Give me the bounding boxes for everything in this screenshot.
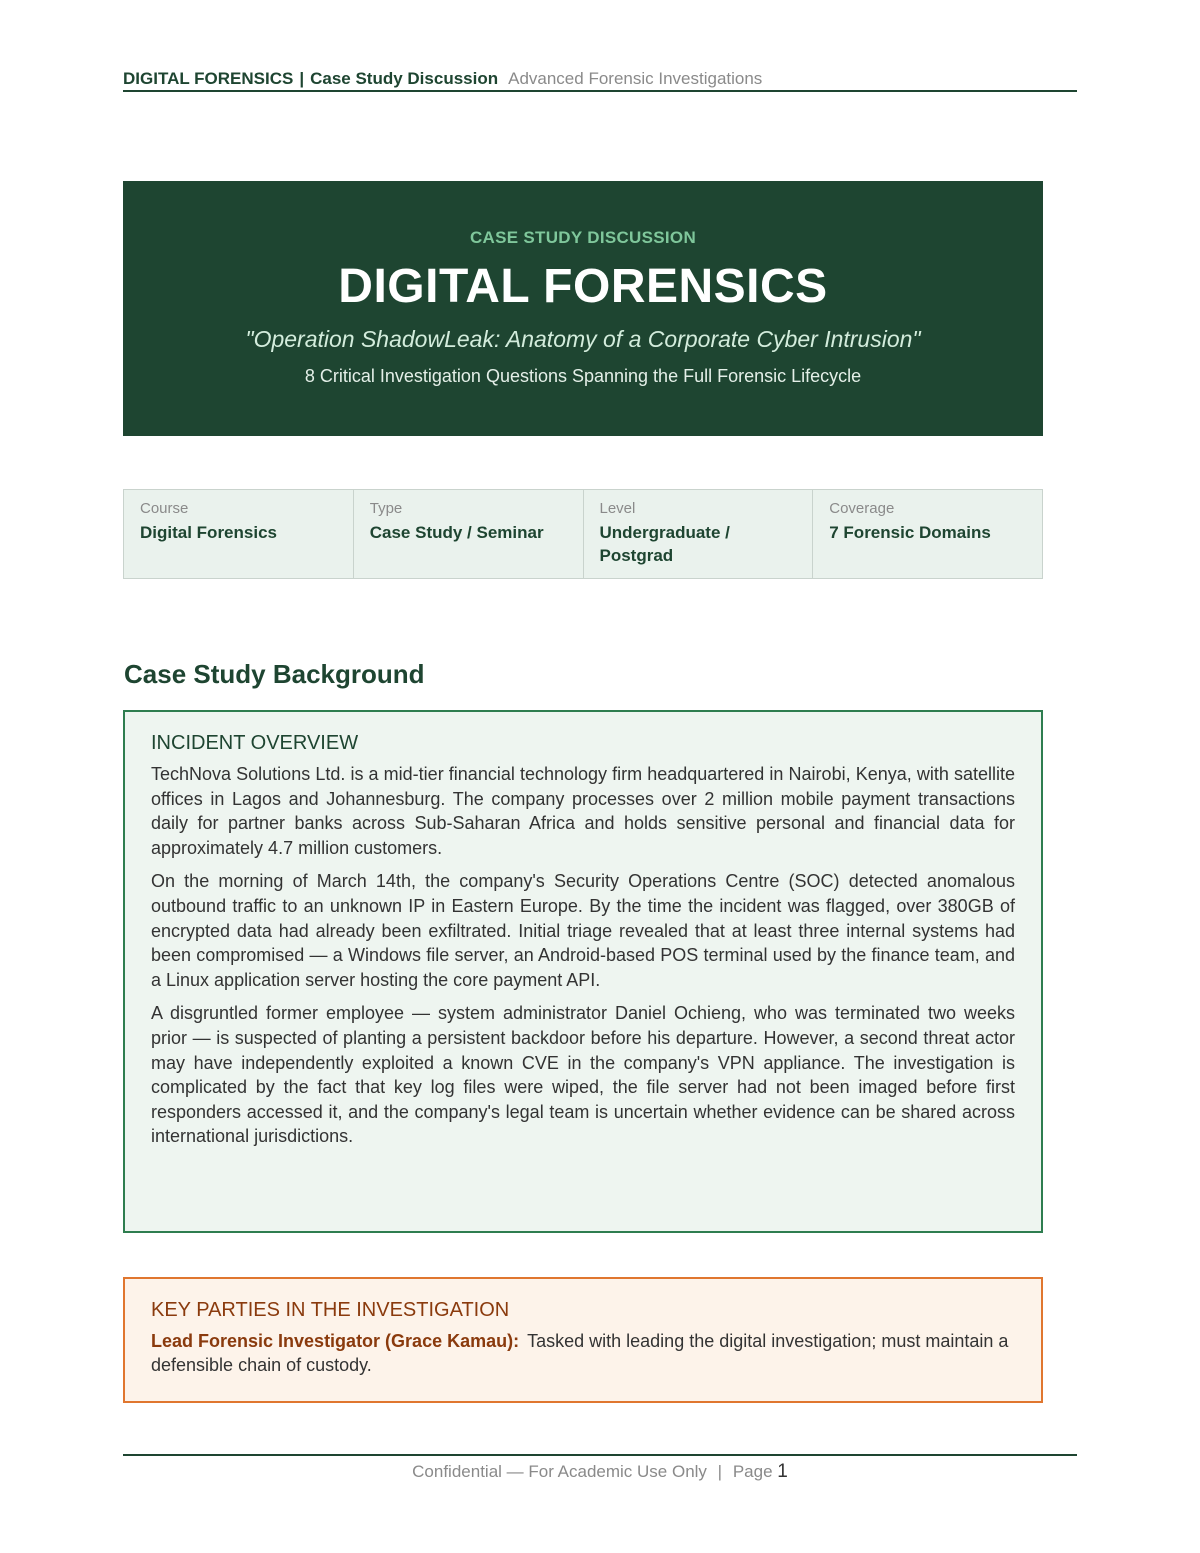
page-header	[123, 68, 1077, 92]
meta-label: Level	[599, 500, 636, 517]
course-meta-table	[123, 489, 1043, 579]
parties-heading: KEY PARTIES IN THE INVESTIGATION	[151, 1299, 510, 1321]
hero-title: DIGITAL FORENSICS	[338, 260, 828, 313]
incident-paragraph: TechNova Solutions Ltd. is a mid-tier financial technology firm headquartered in Nairobi, Kenya, with satellite offices in Lagos and Johannesburg. The company processes over 2 million mobile payment transactions daily for partner banks across Sub-Saharan Africa and holds sensitive personal and financial data for approximately 4.7 million customers.	[151, 764, 1015, 858]
meta-value: Undergraduate / Postgrad	[599, 523, 730, 565]
meta-value: Digital Forensics	[140, 523, 277, 542]
incident-overview-box	[123, 710, 1043, 1233]
hero-eyebrow: CASE STUDY DISCUSSION	[469, 228, 697, 247]
meta-value: 7 Forensic Domains	[829, 523, 991, 542]
meta-label: Course	[140, 500, 189, 517]
header-brand: DIGITAL FORENSICS	[123, 69, 294, 88]
header-subtitle: Advanced Forensic Investigations	[508, 69, 763, 88]
incident-paragraph: A disgruntled former employee — system administrator Daniel Ochieng, who was terminated two weeks prior — is suspected of planting a persistent backdoor before his departure. However, a second threat actor may have independently exploited a known CVE in the company's VPN appliance. The investigation is complicated by the fact that key log files were wiped, the file server had not been imaged before first responders accessed it, and the company's legal team is uncertain whether evidence can be shared across international jurisdictions.	[151, 1003, 1015, 1147]
meta-value: Case Study / Seminar	[369, 523, 544, 542]
party-item	[151, 1329, 1015, 1377]
page-footer	[123, 1461, 1077, 1483]
hero-tagline: 8 Critical Investigation Questions Spanning the Full Forensic Lifecycle	[304, 366, 862, 386]
section-title-background: Case Study Background	[124, 659, 425, 689]
incident-heading: INCIDENT OVERVIEW	[151, 732, 359, 754]
party-role: Tasked with leading the digital investigation; must maintain a defensible chain of custody.	[151, 1331, 1009, 1375]
meta-label: Coverage	[829, 500, 895, 517]
meta-cell-course	[124, 490, 354, 578]
incident-paragraph: On the morning of March 14th, the company's Security Operations Centre (SOC) detected anomalous outbound traffic to an unknown IP in Eastern Europe. By the time the incident was flagged, over 380GB of encrypted data had already been exfiltrated. Initial triage revealed that at least three internal systems had been compromised — a Windows file server, an Android-based POS terminal used by the finance team, and a Linux application server hosting the core payment API.	[151, 871, 1015, 990]
page-number: 1	[777, 1461, 788, 1482]
footer-page-label: Page	[732, 1462, 773, 1481]
meta-label: Type	[369, 500, 403, 517]
hero-subtitle: "Operation ShadowLeak: Anatomy of a Corporate Cyber Intrusion"	[245, 326, 921, 352]
footer-separator: |	[717, 1462, 723, 1481]
party-name: Lead Forensic Investigator (Grace Kamau):	[151, 1331, 520, 1351]
meta-cell-type	[354, 490, 584, 578]
meta-cell-coverage	[813, 490, 1042, 578]
footer-divider	[123, 1454, 1077, 1456]
hero-banner	[123, 181, 1043, 436]
meta-cell-level	[584, 490, 814, 578]
header-section: Case Study Discussion	[310, 69, 499, 88]
footer-text: Confidential — For Academic Use Only	[412, 1462, 707, 1481]
header-separator: |	[299, 69, 305, 88]
key-parties-box	[123, 1277, 1043, 1403]
